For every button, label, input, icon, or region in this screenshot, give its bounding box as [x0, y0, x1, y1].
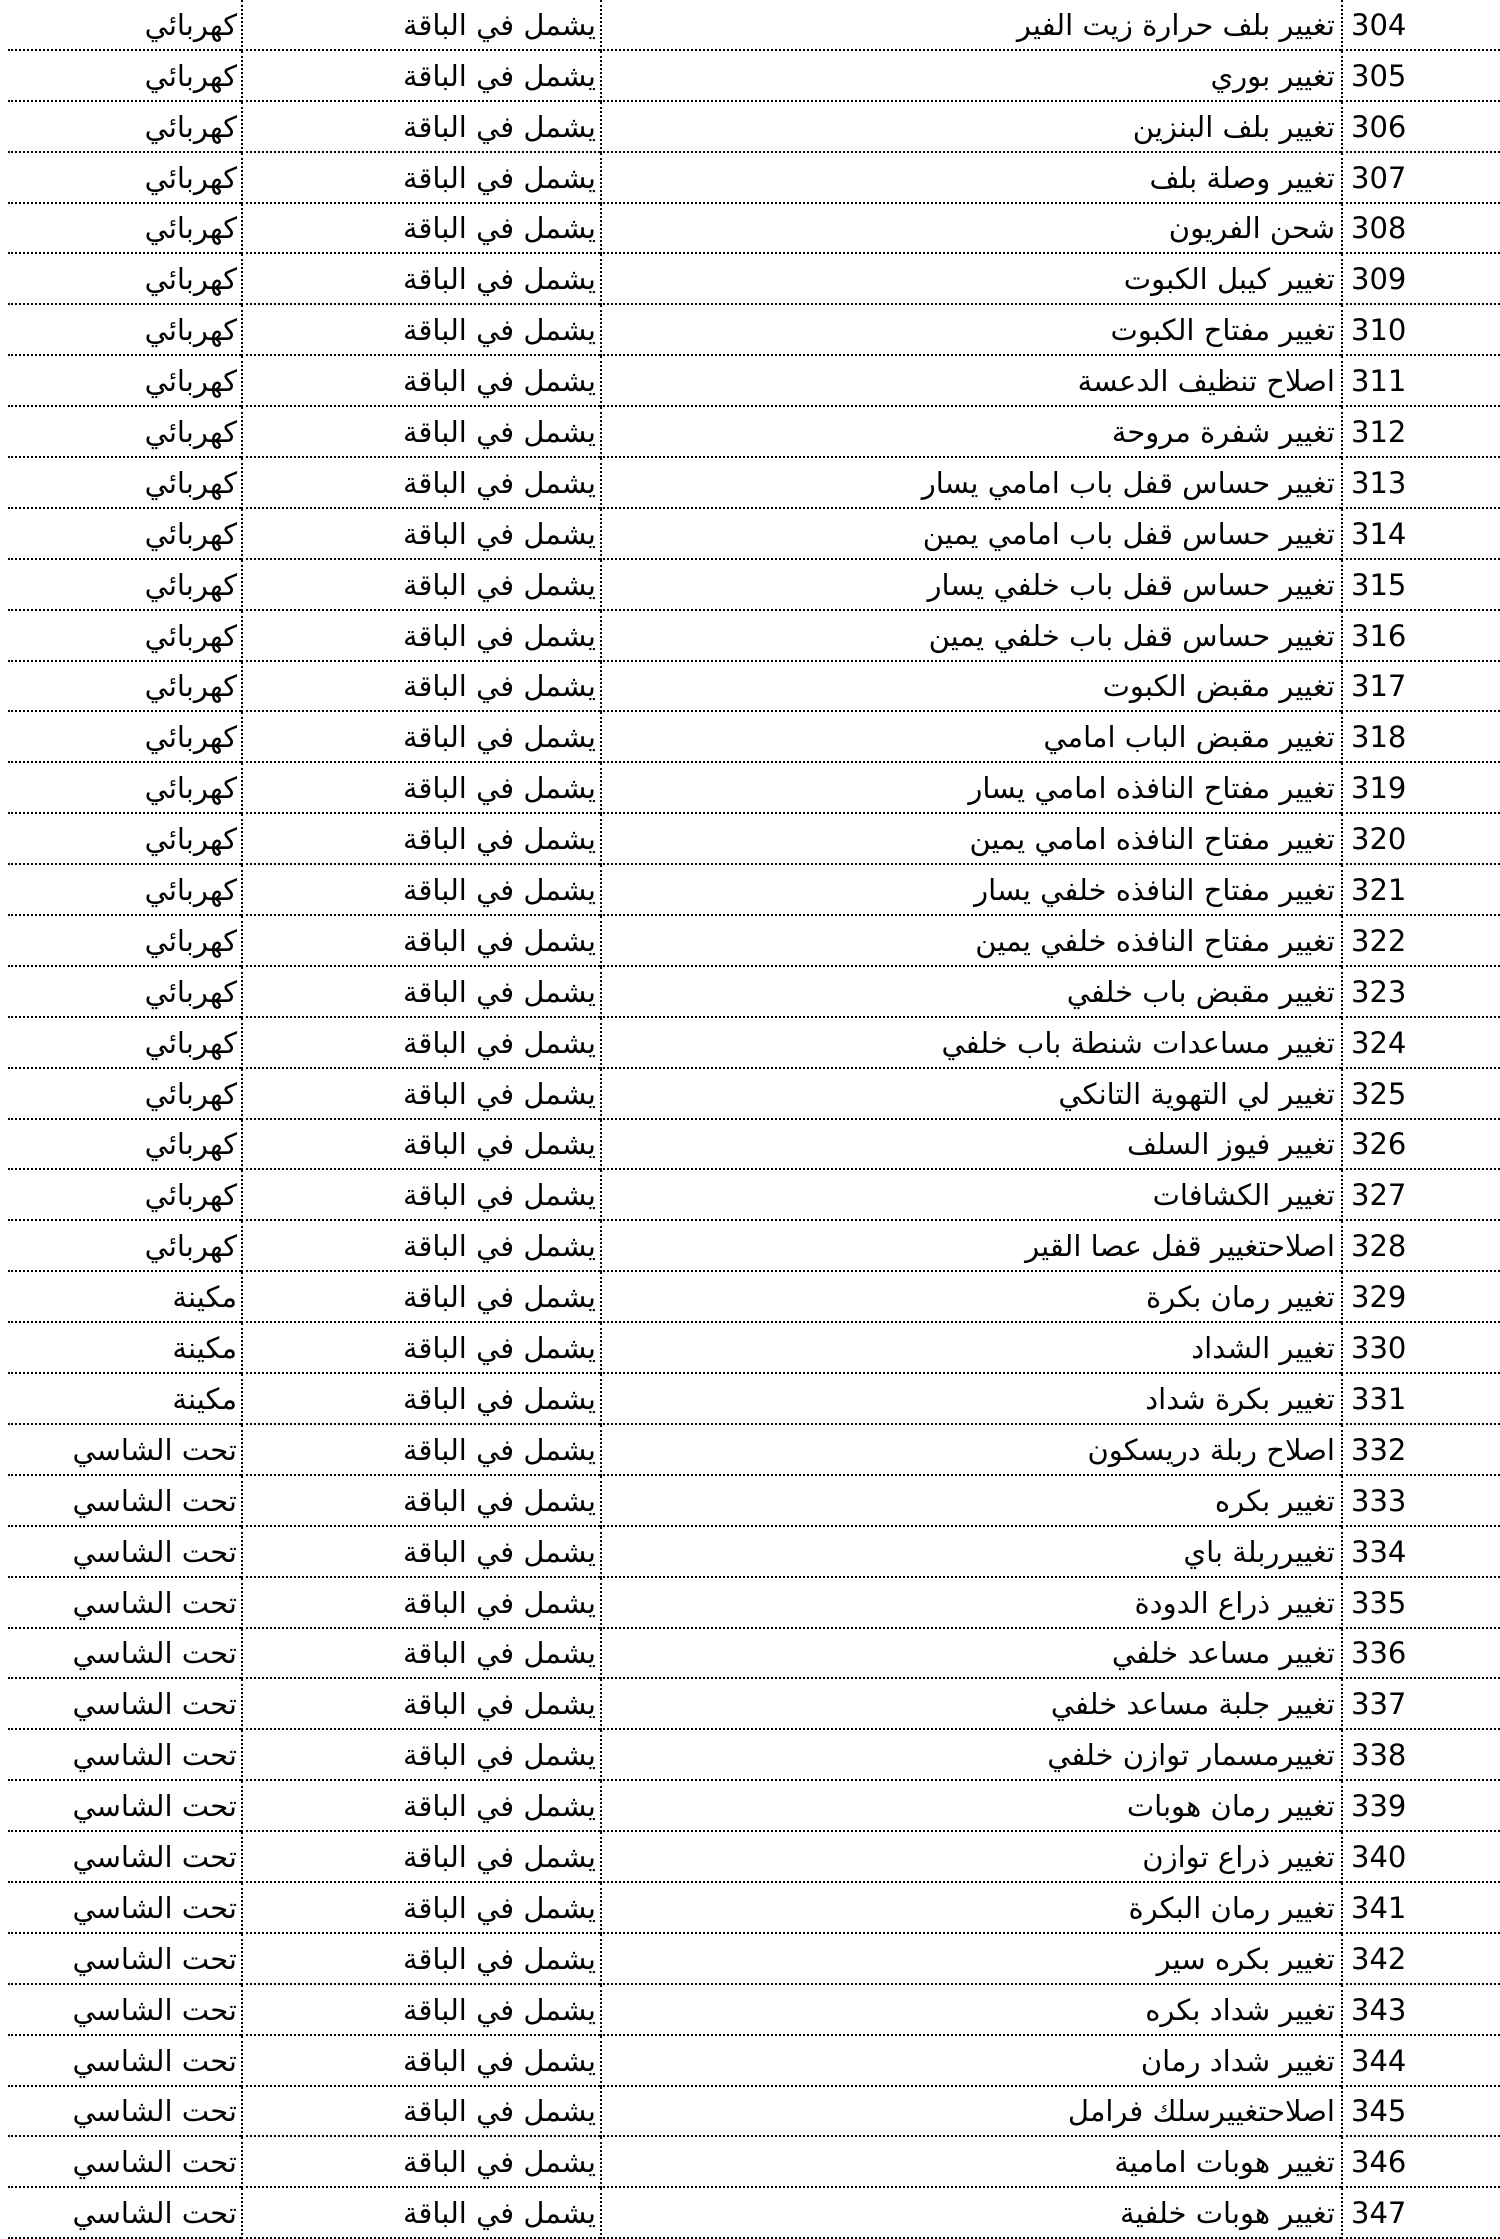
service-name: تغيير وصلة بلف: [601, 152, 1342, 203]
table-row: [8, 304, 1500, 355]
included-status: يشمل في الباقة: [242, 1068, 601, 1119]
service-name: تغيير مفتاح النافذه امامي يسار: [601, 762, 1342, 813]
included-status: يشمل في الباقة: [242, 661, 601, 712]
row-number: 312: [1342, 406, 1500, 457]
service-name: تغيير شداد رمان: [601, 2035, 1342, 2086]
table-row: [8, 508, 1500, 559]
included-status: يشمل في الباقة: [242, 304, 601, 355]
service-category: مكينة: [8, 1271, 242, 1322]
table-row: [8, 864, 1500, 915]
included-status: يشمل في الباقة: [242, 1577, 601, 1628]
table-row: [8, 2086, 1500, 2137]
table-row: [8, 1169, 1500, 1220]
service-category: كهربائي: [8, 1017, 242, 1068]
service-name: تغيير مفتاح النافذه خلفي يسار: [601, 864, 1342, 915]
row-number: 343: [1342, 1984, 1500, 2035]
service-name: تغيير هوبات امامية: [601, 2136, 1342, 2187]
row-number: 308: [1342, 203, 1500, 254]
row-number: 319: [1342, 762, 1500, 813]
table-row: [8, 1119, 1500, 1170]
service-category: كهربائي: [8, 1220, 242, 1271]
table-row: [8, 1678, 1500, 1729]
table-row: [8, 203, 1500, 254]
included-status: يشمل في الباقة: [242, 0, 601, 50]
included-status: يشمل في الباقة: [242, 1169, 601, 1220]
service-name: تغيير الكشافات: [601, 1169, 1342, 1220]
included-status: يشمل في الباقة: [242, 1322, 601, 1373]
service-category: كهربائي: [8, 711, 242, 762]
included-status: يشمل في الباقة: [242, 1119, 601, 1170]
row-number: 327: [1342, 1169, 1500, 1220]
table-row: [8, 1475, 1500, 1526]
service-category: كهربائي: [8, 1169, 242, 1220]
row-number: 311: [1342, 355, 1500, 406]
service-category: كهربائي: [8, 661, 242, 712]
service-name: تغيير بكره: [601, 1475, 1342, 1526]
service-name: اصلاحتغيير قفل عصا القير: [601, 1220, 1342, 1271]
included-status: يشمل في الباقة: [242, 253, 601, 304]
included-status: يشمل في الباقة: [242, 1424, 601, 1475]
included-status: يشمل في الباقة: [242, 1628, 601, 1679]
table-row: [8, 1220, 1500, 1271]
row-number: 305: [1342, 50, 1500, 101]
included-status: يشمل في الباقة: [242, 152, 601, 203]
service-name: تغيير شفرة مروحة: [601, 406, 1342, 457]
table-row: [8, 813, 1500, 864]
service-category: تحت الشاسي: [8, 2136, 242, 2187]
service-name: تغيير مساعد خلفي: [601, 1628, 1342, 1679]
service-category: مكينة: [8, 1322, 242, 1373]
service-category: تحت الشاسي: [8, 1526, 242, 1577]
row-number: 345: [1342, 2086, 1500, 2137]
table-row: [8, 1017, 1500, 1068]
service-category: تحت الشاسي: [8, 1831, 242, 1882]
row-number: 323: [1342, 966, 1500, 1017]
table-row: [8, 2187, 1500, 2238]
included-status: يشمل في الباقة: [242, 1729, 601, 1780]
service-name: تغيير ذراع توازن: [601, 1831, 1342, 1882]
row-number: 332: [1342, 1424, 1500, 1475]
table-row: [8, 610, 1500, 661]
table-row: [8, 406, 1500, 457]
table-row: [8, 711, 1500, 762]
service-name: تغيير حساس قفل باب خلفي يسار: [601, 559, 1342, 610]
service-category: تحت الشاسي: [8, 1475, 242, 1526]
service-category: تحت الشاسي: [8, 1933, 242, 1984]
row-number: 316: [1342, 610, 1500, 661]
included-status: يشمل في الباقة: [242, 1017, 601, 1068]
service-category: كهربائي: [8, 1119, 242, 1170]
service-category: كهربائي: [8, 203, 242, 254]
included-status: يشمل في الباقة: [242, 559, 601, 610]
service-category: كهربائي: [8, 762, 242, 813]
service-name: تغيير مفتاح النافذه خلفي يمين: [601, 915, 1342, 966]
service-category: كهربائي: [8, 152, 242, 203]
table-row: [8, 457, 1500, 508]
row-number: 314: [1342, 508, 1500, 559]
service-category: كهربائي: [8, 813, 242, 864]
table-row: [8, 1373, 1500, 1424]
service-name: تغيير مفتاح النافذه امامي يمين: [601, 813, 1342, 864]
row-number: 339: [1342, 1780, 1500, 1831]
included-status: يشمل في الباقة: [242, 1271, 601, 1322]
service-name: اصلاح ربلة دريسكون: [601, 1424, 1342, 1475]
service-name: تغيير بلف البنزين: [601, 101, 1342, 152]
row-number: 309: [1342, 253, 1500, 304]
service-name: تغيير شداد بكره: [601, 1984, 1342, 2035]
row-number: 341: [1342, 1882, 1500, 1933]
service-name: اصلاحتغييرسلك فرامل: [601, 2086, 1342, 2137]
service-name: تغيير مفتاح الكبوت: [601, 304, 1342, 355]
table-row: [8, 1322, 1500, 1373]
row-number: 306: [1342, 101, 1500, 152]
row-number: 317: [1342, 661, 1500, 712]
included-status: يشمل في الباقة: [242, 1526, 601, 1577]
table-row: [8, 1271, 1500, 1322]
service-name: تغيير جلبة مساعد خلفي: [601, 1678, 1342, 1729]
table-row: [8, 966, 1500, 1017]
service-category: كهربائي: [8, 864, 242, 915]
table-row: [8, 915, 1500, 966]
row-number: 304: [1342, 0, 1500, 50]
row-number: 313: [1342, 457, 1500, 508]
included-status: يشمل في الباقة: [242, 1984, 601, 2035]
included-status: يشمل في الباقة: [242, 915, 601, 966]
table-row: [8, 661, 1500, 712]
service-name: تغيير مقبض الباب امامي: [601, 711, 1342, 762]
service-category: كهربائي: [8, 253, 242, 304]
service-category: كهربائي: [8, 50, 242, 101]
service-name: تغيير رمان هوبات: [601, 1780, 1342, 1831]
table-row: [8, 1628, 1500, 1679]
table-row: [8, 1729, 1500, 1780]
service-category: كهربائي: [8, 0, 242, 50]
included-status: يشمل في الباقة: [242, 2136, 601, 2187]
service-category: تحت الشاسي: [8, 2086, 242, 2137]
included-status: يشمل في الباقة: [242, 1220, 601, 1271]
service-category: كهربائي: [8, 559, 242, 610]
included-status: يشمل في الباقة: [242, 2187, 601, 2238]
services-table: [8, 0, 1500, 2239]
service-category: كهربائي: [8, 101, 242, 152]
included-status: يشمل في الباقة: [242, 101, 601, 152]
included-status: يشمل في الباقة: [242, 1780, 601, 1831]
service-name: تغييرربلة باي: [601, 1526, 1342, 1577]
service-name: تغيير بلف حرارة زيت الفير: [601, 0, 1342, 50]
row-number: 334: [1342, 1526, 1500, 1577]
table-row: [8, 0, 1500, 50]
table-row: [8, 1831, 1500, 1882]
included-status: يشمل في الباقة: [242, 457, 601, 508]
service-name: شحن الفريون: [601, 203, 1342, 254]
table-row: [8, 2136, 1500, 2187]
row-number: 307: [1342, 152, 1500, 203]
row-number: 346: [1342, 2136, 1500, 2187]
included-status: يشمل في الباقة: [242, 406, 601, 457]
table-row: [8, 1526, 1500, 1577]
service-name: تغيير كيبل الكبوت: [601, 253, 1342, 304]
service-name: اصلاح تنظيف الدعسة: [601, 355, 1342, 406]
table-row: [8, 50, 1500, 101]
included-status: يشمل في الباقة: [242, 1475, 601, 1526]
services-table-body: [8, 0, 1500, 2238]
service-name: تغيير رمان البكرة: [601, 1882, 1342, 1933]
service-name: تغييرمسمار توازن خلفي: [601, 1729, 1342, 1780]
service-category: تحت الشاسي: [8, 1628, 242, 1679]
included-status: يشمل في الباقة: [242, 813, 601, 864]
service-name: تغيير رمان بكرة: [601, 1271, 1342, 1322]
service-name: تغيير هوبات خلفية: [601, 2187, 1342, 2238]
service-category: كهربائي: [8, 304, 242, 355]
service-name: تغيير فيوز السلف: [601, 1119, 1342, 1170]
included-status: يشمل في الباقة: [242, 966, 601, 1017]
included-status: يشمل في الباقة: [242, 2035, 601, 2086]
service-category: تحت الشاسي: [8, 1577, 242, 1628]
row-number: 328: [1342, 1220, 1500, 1271]
included-status: يشمل في الباقة: [242, 864, 601, 915]
row-number: 318: [1342, 711, 1500, 762]
row-number: 329: [1342, 1271, 1500, 1322]
row-number: 324: [1342, 1017, 1500, 1068]
row-number: 340: [1342, 1831, 1500, 1882]
service-category: تحت الشاسي: [8, 1424, 242, 1475]
included-status: يشمل في الباقة: [242, 508, 601, 559]
row-number: 322: [1342, 915, 1500, 966]
included-status: يشمل في الباقة: [242, 50, 601, 101]
service-category: كهربائي: [8, 508, 242, 559]
table-row: [8, 1068, 1500, 1119]
row-number: 342: [1342, 1933, 1500, 1984]
service-name: تغيير حساس قفل باب خلفي يمين: [601, 610, 1342, 661]
row-number: 325: [1342, 1068, 1500, 1119]
included-status: يشمل في الباقة: [242, 711, 601, 762]
table-row: [8, 101, 1500, 152]
row-number: 326: [1342, 1119, 1500, 1170]
row-number: 321: [1342, 864, 1500, 915]
table-row: [8, 559, 1500, 610]
table-row: [8, 1780, 1500, 1831]
table-row: [8, 355, 1500, 406]
service-category: تحت الشاسي: [8, 1678, 242, 1729]
service-name: تغيير حساس قفل باب امامي يسار: [601, 457, 1342, 508]
service-category: كهربائي: [8, 406, 242, 457]
table-row: [8, 762, 1500, 813]
row-number: 310: [1342, 304, 1500, 355]
included-status: يشمل في الباقة: [242, 762, 601, 813]
included-status: يشمل في الباقة: [242, 1678, 601, 1729]
service-category: كهربائي: [8, 1068, 242, 1119]
row-number: 330: [1342, 1322, 1500, 1373]
row-number: 337: [1342, 1678, 1500, 1729]
service-category: مكينة: [8, 1373, 242, 1424]
service-category: كهربائي: [8, 966, 242, 1017]
service-name: تغيير حساس قفل باب امامي يمين: [601, 508, 1342, 559]
service-category: كهربائي: [8, 457, 242, 508]
row-number: 344: [1342, 2035, 1500, 2086]
service-category: تحت الشاسي: [8, 2187, 242, 2238]
table-row: [8, 1933, 1500, 1984]
table-row: [8, 1882, 1500, 1933]
included-status: يشمل في الباقة: [242, 355, 601, 406]
row-number: 335: [1342, 1577, 1500, 1628]
service-name: تغيير الشداد: [601, 1322, 1342, 1373]
service-category: تحت الشاسي: [8, 1729, 242, 1780]
service-category: كهربائي: [8, 355, 242, 406]
row-number: 333: [1342, 1475, 1500, 1526]
service-category: تحت الشاسي: [8, 2035, 242, 2086]
service-category: تحت الشاسي: [8, 1984, 242, 2035]
table-row: [8, 152, 1500, 203]
included-status: يشمل في الباقة: [242, 203, 601, 254]
included-status: يشمل في الباقة: [242, 1933, 601, 1984]
service-name: تغيير بكرة شداد: [601, 1373, 1342, 1424]
service-name: تغيير مقبض باب خلفي: [601, 966, 1342, 1017]
included-status: يشمل في الباقة: [242, 1831, 601, 1882]
included-status: يشمل في الباقة: [242, 1882, 601, 1933]
table-row: [8, 1984, 1500, 2035]
table-row: [8, 253, 1500, 304]
service-category: تحت الشاسي: [8, 1882, 242, 1933]
service-category: كهربائي: [8, 915, 242, 966]
service-name: تغيير مقبض الكبوت: [601, 661, 1342, 712]
row-number: 315: [1342, 559, 1500, 610]
table-row: [8, 2035, 1500, 2086]
service-name: تغيير مساعدات شنطة باب خلفي: [601, 1017, 1342, 1068]
row-number: 336: [1342, 1628, 1500, 1679]
row-number: 347: [1342, 2187, 1500, 2238]
service-category: كهربائي: [8, 610, 242, 661]
included-status: يشمل في الباقة: [242, 610, 601, 661]
row-number: 331: [1342, 1373, 1500, 1424]
included-status: يشمل في الباقة: [242, 2086, 601, 2137]
row-number: 320: [1342, 813, 1500, 864]
row-number: 338: [1342, 1729, 1500, 1780]
service-name: تغيير ذراع الدودة: [601, 1577, 1342, 1628]
table-row: [8, 1424, 1500, 1475]
service-category: تحت الشاسي: [8, 1780, 242, 1831]
service-name: تغيير بكره سير: [601, 1933, 1342, 1984]
service-name: تغيير لي التهوية التانكي: [601, 1068, 1342, 1119]
service-name: تغيير بوري: [601, 50, 1342, 101]
table-row: [8, 1577, 1500, 1628]
included-status: يشمل في الباقة: [242, 1373, 601, 1424]
